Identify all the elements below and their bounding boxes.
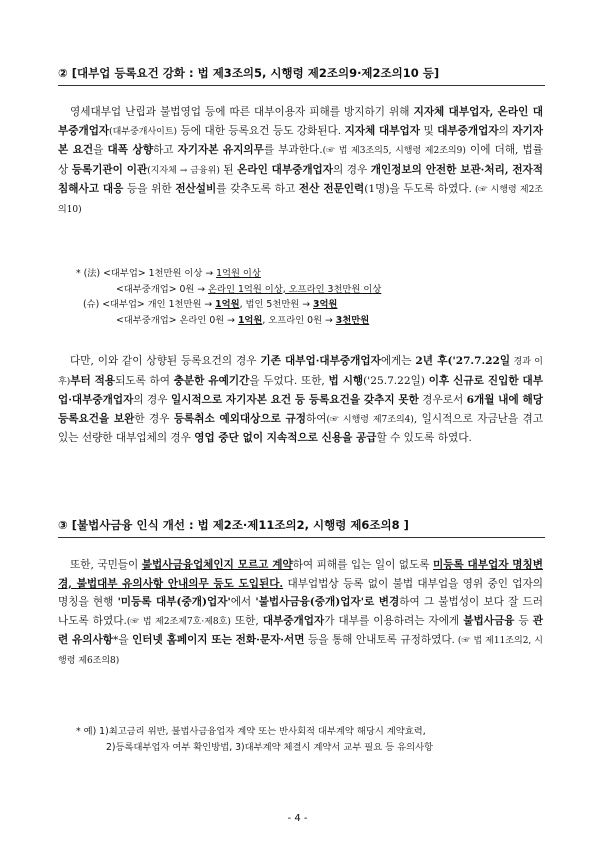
paragraph-registration-requirements bbox=[58, 103, 543, 220]
section-2-heading bbox=[58, 63, 545, 86]
text: (지자체 → 금융위) bbox=[147, 165, 220, 176]
text: 등을 위한 bbox=[123, 183, 176, 196]
text: 하고 bbox=[152, 144, 178, 157]
requirements-note bbox=[76, 266, 545, 328]
emphasis: 개인정보의 안전한 보관·처리, 전자적 침해사고 대응 bbox=[58, 163, 544, 196]
emphasis: 미등록 대부업자 명칭변경, 불법대부 유의사항 안내의무 등도 도입된다. bbox=[58, 559, 543, 590]
note-row: * 예) 1)최고금리 위반, 불법사금융업자 계약 또는 반사회적 대부계약 해당시 계약효력, bbox=[76, 726, 426, 737]
text: 에게는 bbox=[380, 355, 416, 367]
emphasis: 3천만원 bbox=[335, 314, 370, 326]
text: 대부업법상 등록 없이 불법 대부업을 영위 중인 업자의 명칭을 현행 bbox=[58, 577, 543, 609]
emphasis: '미등록 대부(중개)업자' bbox=[117, 596, 231, 609]
emphasis: 불법사금융 bbox=[463, 614, 515, 627]
note-row bbox=[76, 313, 545, 329]
emphasis: 2년 후 bbox=[415, 355, 448, 367]
text: 하여 피해를 입는 일이 없도록 bbox=[292, 559, 434, 571]
text: 의 bbox=[498, 124, 513, 137]
emphasis: 전산설비 bbox=[175, 183, 217, 196]
text: (대부중개사이트) bbox=[109, 126, 178, 137]
text: 의 경우 bbox=[333, 163, 371, 176]
text: 하여 그 불법성이 보다 잘 드러나도록 하였다. bbox=[58, 596, 543, 627]
text: 영세대부업 난립과 불법영업 등에 따른 대부이용자 피해를 방지하기 위해 bbox=[70, 106, 414, 118]
text: *을 bbox=[113, 634, 133, 647]
text: (슈) <대부업> 개인 1천만원 → bbox=[83, 299, 216, 310]
emphasis: 1억원 bbox=[237, 314, 263, 326]
emphasis: 이후 신규로 진입한 대부업·대부중개업자 bbox=[58, 374, 544, 407]
emphasis: 6개월 내에 해당 등록요건을 보완 bbox=[58, 394, 544, 425]
text: 된 bbox=[219, 163, 238, 176]
paragraph-illegal-finance-awareness bbox=[58, 556, 543, 671]
emphasis: 1억원 bbox=[215, 299, 240, 310]
text: 등에 대한 등록요건 등도 강화된다. bbox=[177, 124, 345, 137]
emphasis: 영업 중단 없이 지속적으로 신용을 공급 bbox=[194, 432, 377, 445]
text: 를 부과한다. bbox=[263, 144, 323, 157]
emphasis: 자기자본 요건 bbox=[58, 124, 544, 157]
emphasis: 불법사금융업체인지 모르고 계약 bbox=[141, 559, 293, 571]
emphasis: 지자체 대부업자 bbox=[344, 124, 420, 137]
text: ('25.7.22일) bbox=[363, 374, 429, 387]
emphasis: '불법사금융(중개)업자'로 변경 bbox=[255, 596, 400, 609]
text: , 법인 5천만원 → bbox=[239, 299, 313, 310]
emphasis: 전산 전문인력 bbox=[298, 183, 365, 196]
emphasis: 충분한 유예기간 bbox=[173, 374, 250, 387]
citation: (☞ 시행령 제7조의4) bbox=[326, 414, 414, 425]
text: 을 bbox=[93, 144, 108, 157]
emphasis: 등록기관이 이관 bbox=[71, 163, 148, 176]
text: 되도록 하여 bbox=[115, 374, 174, 387]
page-number: - 4 - bbox=[287, 813, 308, 824]
text: 하여 bbox=[306, 412, 327, 425]
precautions-note bbox=[76, 724, 545, 755]
text: 및 bbox=[420, 124, 438, 137]
paragraph-grace-period bbox=[58, 352, 543, 448]
text: 경과 이후) bbox=[58, 357, 543, 387]
emphasis: 법 시행 bbox=[328, 374, 364, 387]
text: 경우로서 bbox=[418, 394, 467, 407]
text: 다만, 이와 같이 상향된 등록요건의 경우 bbox=[70, 355, 261, 367]
note-row bbox=[76, 282, 545, 298]
text: 을 두었다. 또한, bbox=[249, 374, 329, 387]
text: <대부중개업> 온라인 0원 → bbox=[116, 314, 238, 326]
text: 또한, 국민들이 bbox=[70, 559, 142, 571]
text: (1명)을 두도록 하였다. bbox=[364, 183, 472, 196]
emphasis: 인터넷 홈페이지 또는 전화·문자·서면 bbox=[132, 634, 305, 647]
text: 또한, bbox=[230, 614, 263, 627]
emphasis: 대폭 상향 bbox=[107, 144, 153, 157]
note-row: 2)등록대부업자 여부 확인방법, 3)대부계약 체결시 계약서 교부 필요 등 유의사항 bbox=[106, 741, 434, 753]
text: 에서 bbox=[230, 596, 256, 609]
text: , 일시적으로 자금난을 겪고 있는 선량한 대부업체의 경우 bbox=[58, 412, 543, 445]
emphasis: 온라인 1억원 이상, 오프라인 3천만원 이상 bbox=[208, 283, 382, 295]
emphasis: 부터 적용 bbox=[70, 374, 116, 387]
text: <대부중개업> 0원 → bbox=[116, 283, 209, 295]
citation: (☞ 법 제2조제7호·제8호) bbox=[126, 616, 231, 627]
section-3-heading bbox=[58, 515, 545, 538]
text: 가 대부를 이용하려는 자에게 bbox=[324, 614, 464, 627]
emphasis: 관련 유의사항 bbox=[58, 614, 543, 647]
text: , 오프라인 0원 → bbox=[262, 314, 336, 326]
emphasis: 대부중개업자 bbox=[262, 614, 325, 627]
section-3-title: ③ [불법사금융 인식 개선 : 법 제2조·제11조의2, 시행령 제6조의8 ] bbox=[58, 518, 409, 532]
emphasis: 등록취소 예외대상으로 규정 bbox=[173, 412, 307, 425]
emphasis: 1억원 이상 bbox=[216, 268, 261, 279]
emphasis: ('27.7.22일 bbox=[447, 355, 511, 367]
text: 를 갖추도록 하고 bbox=[216, 183, 299, 196]
note-row bbox=[76, 297, 545, 313]
section-2-title: ② [대부업 등록요건 강화 : 법 제3조의5, 시행령 제2조의9·제2조의10 등] bbox=[58, 66, 440, 80]
emphasis: 대부중개업자 bbox=[437, 124, 499, 137]
text: 의 경우 bbox=[133, 394, 171, 407]
emphasis: 3억원 bbox=[312, 299, 338, 310]
note-row bbox=[76, 266, 545, 282]
citation: (☞ 법 제11조의2, 시행령 제6조의8) bbox=[58, 636, 543, 666]
text: 등을 통해 안내토록 규정하였다. bbox=[304, 634, 455, 647]
emphasis: 일시적으로 자기자본 요건 등 등록요건을 갖추지 못한 bbox=[170, 394, 419, 407]
emphasis: 지자체 대부업자, 온라인 대부중개업자 bbox=[58, 106, 544, 137]
text: 등 bbox=[514, 614, 533, 627]
emphasis: 자기자본 유지의무 bbox=[177, 144, 264, 157]
citation: (☞ 시행령 제2조의10) bbox=[58, 185, 543, 215]
emphasis: 온라인 대부중개업자 bbox=[237, 163, 334, 176]
text: 한 경우 bbox=[134, 412, 174, 425]
text: 이에 더해, 법률상 bbox=[58, 144, 544, 176]
emphasis: 기존 대부업·대부중개업자 bbox=[260, 355, 381, 367]
text: 할 수 있도록 하였다. bbox=[376, 432, 472, 445]
text: * (法) <대부업> 1천만원 이상 → bbox=[76, 268, 217, 279]
citation: (☞ 법 제3조의5, 시행령 제2조의9) bbox=[322, 146, 466, 157]
